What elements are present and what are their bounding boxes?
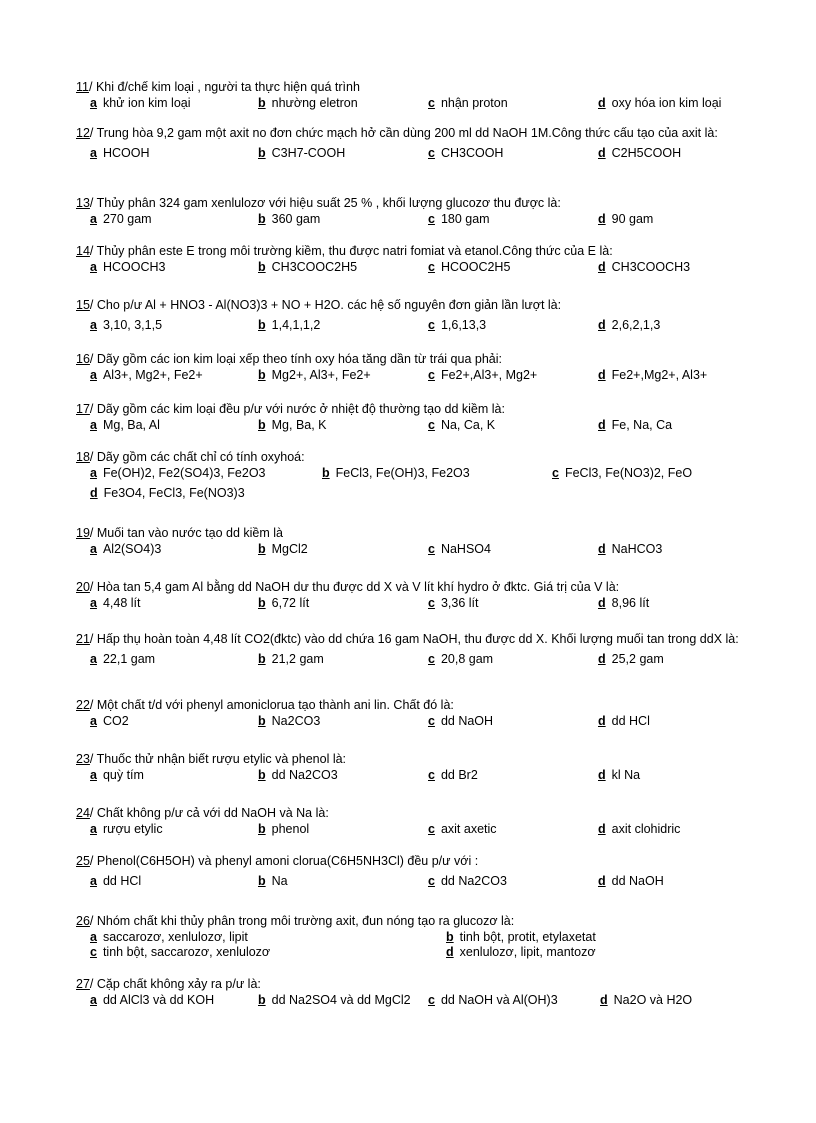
option-d[interactable]: d oxy hóa ion kim loại [598,96,722,110]
option-d[interactable]: d 2,6,2,1,3 [598,318,661,332]
question-text: Phenol(C6H5OH) và phenyl amoni clorua(C6H5NH3Cl) đều p/ư với : [96,854,479,868]
option-a[interactable]: a 22,1 gam [90,652,156,666]
question-number: 27 [76,977,90,991]
question-18: 18/ Dãy gồm các chất chỉ có tính oxyhoá: a Fe(OH)2, Fe2(SO4)3, Fe2O3 b FeCl3, Fe(OH)3, Fe2O3 c FeCl3, Fe(NO3)2, FeO d Fe3O4, FeCl3, Fe(NO3)3 [76,450,693,500]
option-b[interactable]: b dd Na2CO3 [258,768,338,782]
question-17: 17/ Dãy gồm các kim loại đều p/ư với nước ở nhiệt độ thường tạo dd kiềm là: a Mg, Ba, Al b Mg, Ba, K c Na, Ca, K d Fe, Na, Ca [76,402,673,432]
option-c[interactable]: c 3,36 lít [428,596,479,610]
question-text: Chất không p/ư cả với dd NaOH và Na là: [96,806,329,820]
question-text: Dãy gồm các kim loại đều p/ư với nước ở nhiệt độ thường tạo dd kiềm là: [96,402,505,416]
question-number: 24 [76,806,90,820]
option-c[interactable]: c HCOOC2H5 [428,260,511,274]
option-c[interactable]: c 180 gam [428,212,490,226]
option-d[interactable]: d 8,96 lít [598,596,650,610]
question-19: 19/ Muối tan vào nước tạo dd kiềm là a Al2(SO4)3 b MgCl2 c NaHSO4 d NaHCO3 [76,526,663,556]
option-c[interactable]: c CH3COOH [428,146,504,160]
question-number: 26 [76,914,90,928]
option-d[interactable]: d 25,2 gam [598,652,664,666]
question-text: Nhóm chất khi thủy phân trong môi trường axit, đun nóng tạo ra glucozơ là: [96,914,515,928]
option-a[interactable]: a Al2(SO4)3 [90,542,162,556]
option-c[interactable]: c tinh bột, saccarozơ, xenlulozơ [90,945,271,959]
option-b[interactable]: b FeCl3, Fe(OH)3, Fe2O3 [322,466,470,480]
question-text: Khi đ/chế kim loại , người ta thực hiện quá trình [95,80,360,94]
option-a[interactable]: a dd HCl [90,874,142,888]
option-d[interactable]: d Na2O và H2O [600,993,693,1007]
option-c[interactable]: c nhận proton [428,96,508,110]
option-b[interactable]: b MgCl2 [258,542,308,556]
option-b[interactable]: b Mg2+, Al3+, Fe2+ [258,368,371,382]
question-26: 26/ Nhóm chất khi thủy phân trong môi trường axit, đun nóng tạo ra glucozơ là: a saccarozơ, xenlulozơ, lipit b tinh bột, protit, etylaxetat c tinh bột, saccarozơ, xenlulozơ d xenlulozơ, lipit, mantozơ [76,914,596,959]
option-d[interactable]: d dd HCl [598,714,650,728]
option-a[interactable]: a 3,10, 3,1,5 [90,318,163,332]
option-c[interactable]: c FeCl3, Fe(NO3)2, FeO [552,466,693,480]
option-a[interactable]: a 270 gam [90,212,152,226]
question-text: Cặp chất không xảy ra p/ư là: [96,977,261,991]
question-text: Dãy gồm các ion kim loại xếp theo tính oxy hóa tăng dần từ trái qua phải: [96,352,502,366]
option-d[interactable]: d C2H5COOH [598,146,682,160]
option-b[interactable]: b 360 gam [258,212,321,226]
option-c[interactable]: c 20,8 gam [428,652,494,666]
option-a[interactable]: a dd AlCl3 và dd KOH [90,993,215,1007]
option-b[interactable]: b Na [258,874,288,888]
option-a[interactable]: a rượu etylic [90,822,163,836]
question-16: 16/ Dãy gồm các ion kim loại xếp theo tính oxy hóa tăng dần từ trái qua phải: a Al3+, Mg2+, Fe2+ b Mg2+, Al3+, Fe2+ c Fe2+,Al3+, Mg2+ d Fe2+,Mg2+, Al3+ [76,352,708,382]
option-c[interactable]: c 1,6,13,3 [428,318,487,332]
option-a[interactable]: a CO2 [90,714,129,728]
question-22: 22/ Một chất t/d với phenyl amoniclorua tạo thành ani lin. Chất đó là: a CO2 b Na2CO3 c dd NaOH d dd HCl [76,698,650,728]
question-number: 22 [76,698,90,712]
option-d[interactable]: d Fe2+,Mg2+, Al3+ [598,368,708,382]
question-14: 14/ Thủy phân este E trong môi trường kiềm, thu được natri fomiat và etanol.Công thức của E là: a HCOOCH3 b CH3COOC2H5 c HCOOC2H5 d CH3COOCH3 [76,244,691,274]
question-24: 24/ Chất không p/ư cả với dd NaOH và Na là: a rượu etylic b phenol c axit axetic d axit clohidric [76,806,681,836]
question-25: 25/ Phenol(C6H5OH) và phenyl amoni clorua(C6H5NH3Cl) đều p/ư với : a dd HCl b Na c dd Na2CO3 d dd NaOH [76,854,664,888]
question-text: Dãy gồm các chất chỉ có tính oxyhoá: [96,450,305,464]
question-number: 14 [76,244,90,258]
question-number: 23 [76,752,90,766]
option-b[interactable]: b 6,72 lít [258,596,310,610]
option-c[interactable]: c dd NaOH [428,714,494,728]
question-number: 19 [76,526,90,540]
option-b[interactable]: b nhường eletron [258,96,358,110]
option-b[interactable]: b 1,4,1,1,2 [258,318,321,332]
question-21: 21/ Hấp thụ hoàn toàn 4,48 lít CO2(đktc) vào dd chứa 16 gam NaOH, thu được dd X. Khối lượng muối tan trong ddX là: a 22,1 gam b 21,2 gam c 20,8 gam d 25,2 gam [76,632,739,666]
question-text: Cho p/ư Al + HNO3 - Al(NO3)3 + NO + H2O. các hệ số nguyên đơn giản lần lượt là: [96,298,562,312]
question-number: 20 [76,580,90,594]
question-number: 13 [76,196,90,210]
question-text: Thuốc thử nhận biết rượu etylic và phenol là: [96,752,347,766]
question-27: 27/ Cặp chất không xảy ra p/ư là: a dd AlCl3 và dd KOH b dd Na2SO4 và dd MgCl2 c dd NaOH và Al(OH)3 d Na2O và H2O [76,977,693,1007]
option-c[interactable]: c dd Br2 [428,768,478,782]
option-b[interactable]: b dd Na2SO4 và dd MgCl2 [258,993,411,1007]
option-c[interactable]: c dd Na2CO3 [428,874,507,888]
question-11: 11/ Khi đ/chế kim loại , người ta thực hiện quá trình a khử ion kim loại b nhường eletron c nhận proton d oxy hóa ion kim loại [76,80,722,110]
option-a[interactable]: a Al3+, Mg2+, Fe2+ [90,368,203,382]
option-c[interactable]: c NaHSO4 [428,542,491,556]
option-a[interactable]: a quỳ tím [90,768,144,782]
question-text: Hấp thụ hoàn toàn 4,48 lít CO2(đktc) vào dd chứa 16 gam NaOH, thu được dd X. Khối lượng muối tan trong ddX là: [96,632,739,646]
option-b[interactable]: b CH3COOC2H5 [258,260,358,274]
option-a[interactable]: a Mg, Ba, Al [90,418,160,432]
question-text: Muối tan vào nước tạo dd kiềm là [96,526,283,540]
question-number: 16 [76,352,90,366]
question-text: Trung hòa 9,2 gam một axit no đơn chức mạch hở cần dùng 200 ml dd NaOH 1M.Công thức cấu tạo của axit là: [96,126,718,140]
option-d[interactable]: d dd NaOH [598,874,664,888]
option-d[interactable]: d CH3COOCH3 [598,260,691,274]
question-number: 21 [76,632,90,646]
option-d[interactable]: d 90 gam [598,212,654,226]
option-c[interactable]: c dd NaOH và Al(OH)3 [428,993,558,1007]
question-13: 13/ Thủy phân 324 gam xenlulozơ với hiệu suất 25 % , khối lượng glucozơ thu được là: a 270 gam b 360 gam c 180 gam d 90 gam [76,196,654,226]
option-a[interactable]: a saccarozơ, xenlulozơ, lipit [90,930,248,944]
option-a[interactable]: a HCOOCH3 [90,260,166,274]
option-c[interactable]: c axit axetic [428,822,497,836]
question-number: 17 [76,402,90,416]
question-number: 15 [76,298,90,312]
option-b[interactable]: b phenol [258,822,310,836]
option-d[interactable]: d Fe, Na, Ca [598,418,673,432]
option-d[interactable]: d xenlulozơ, lipit, mantozơ [446,945,596,959]
option-b[interactable]: b C3H7-COOH [258,146,346,160]
question-number: 11 [76,80,89,94]
question-15: 15/ Cho p/ư Al + HNO3 - Al(NO3)3 + NO + H2O. các hệ số nguyên đơn giản lần lượt là: a 3,10, 3,1,5 b 1,4,1,1,2 c 1,6,13,3 d 2,6,2,1,3 [76,298,661,332]
question-number: 18 [76,450,90,464]
option-a[interactable]: a khử ion kim loại [90,96,191,110]
option-a[interactable]: a Fe(OH)2, Fe2(SO4)3, Fe2O3 [90,466,266,480]
question-number: 12 [76,126,90,140]
option-a[interactable]: a HCOOH [90,146,150,160]
option-d[interactable]: d axit clohidric [598,822,681,836]
question-text: Thủy phân este E trong môi trường kiềm, thu được natri fomiat và etanol.Công thức của E là: [96,244,613,258]
option-b[interactable]: b tinh bột, protit, etylaxetat [446,930,596,944]
option-b[interactable]: b Na2CO3 [258,714,321,728]
question-text: Thủy phân 324 gam xenlulozơ với hiệu suất 25 % , khối lượng glucozơ thu được là: [96,196,561,210]
question-text: Một chất t/d với phenyl amoniclorua tạo thành ani lin. Chất đó là: [96,698,454,712]
option-b[interactable]: b Mg, Ba, K [258,418,327,432]
question-text: Hòa tan 5,4 gam Al bằng dd NaOH dư thu được dd X và V lít khí hydro ở đktc. Giá trị của V là: [96,580,620,594]
question-23: 23/ Thuốc thử nhận biết rượu etylic và phenol là: a quỳ tím b dd Na2CO3 c dd Br2 d kl Na [76,752,641,782]
option-a[interactable]: a 4,48 lít [90,596,141,610]
question-20: 20/ Hòa tan 5,4 gam Al bằng dd NaOH dư thu được dd X và V lít khí hydro ở đktc. Giá trị của V là: a 4,48 lít b 6,72 lít c 3,36 lít d 8,96 lít [76,580,650,610]
option-b[interactable]: b 21,2 gam [258,652,324,666]
option-c[interactable]: c Fe2+,Al3+, Mg2+ [428,368,538,382]
option-d[interactable]: d kl Na [598,768,641,782]
option-c[interactable]: c Na, Ca, K [428,418,496,432]
question-number: 25 [76,854,90,868]
option-d[interactable]: d NaHCO3 [598,542,663,556]
question-12: 12/ Trung hòa 9,2 gam một axit no đơn chức mạch hở cần dùng 200 ml dd NaOH 1M.Công thức cấu tạo của axit là: a HCOOH b C3H7-COOH c CH3COOH d C2H5COOH [76,126,718,160]
option-d[interactable]: d Fe3O4, FeCl3, Fe(NO3)3 [90,486,245,500]
